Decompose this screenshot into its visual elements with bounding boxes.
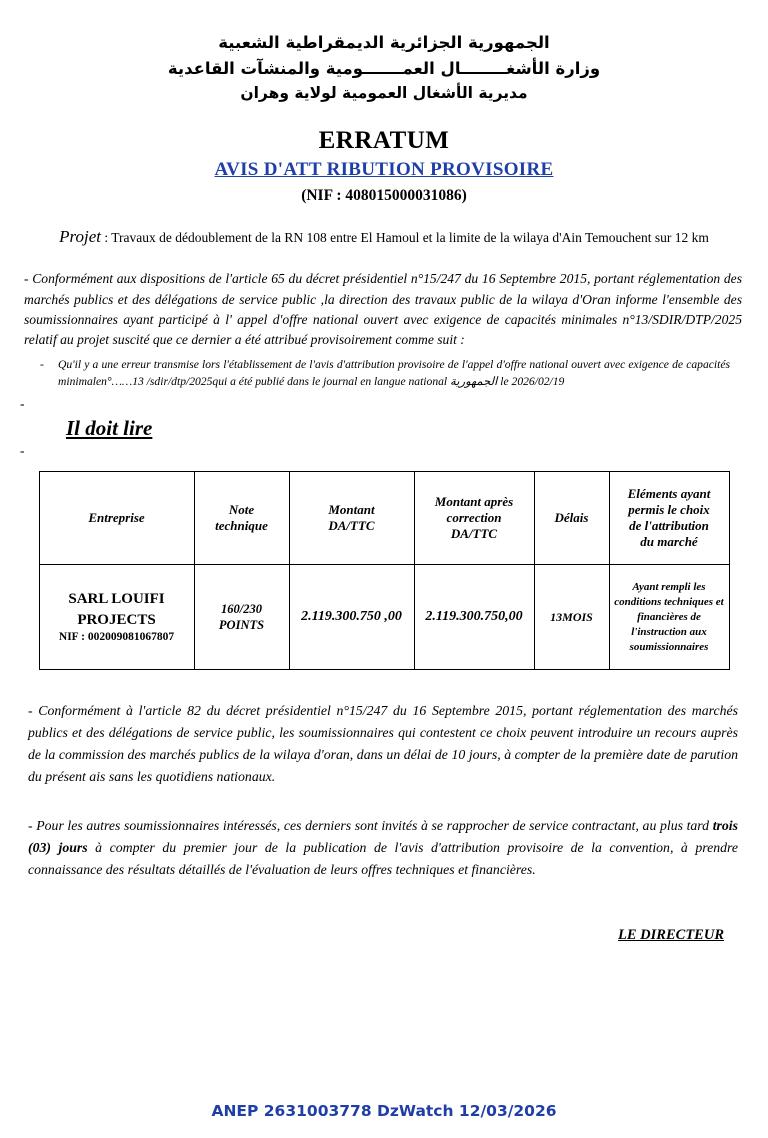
stray-dash-1: - <box>20 396 25 412</box>
cell-company <box>39 565 194 670</box>
header-montant <box>289 472 414 565</box>
paragraph-autres-soumissionnaires <box>20 815 748 881</box>
project-separator: : <box>101 230 112 246</box>
header-entreprise <box>39 472 194 565</box>
header-element-line-2: permis le choix <box>628 502 710 518</box>
table-row <box>39 565 729 670</box>
sub-item-erratum-note <box>40 357 748 391</box>
header-note-technique <box>194 472 289 565</box>
page-title: ERRATUM <box>318 127 450 155</box>
header-element-line-1: Eléments ayant <box>627 486 711 502</box>
paragraph-article-65: - Conformément aux dispositions de l'article 65 du décret présidentiel n°15/247 du 16 Septembre 2015, portant réglementation des marchés publics et des délégations de service public ,la direction des travaux public de la wilaya d'Oran informe l'ensemble des soumissionnaires ayant participé à l' appel d'offre national ouvert avec exigence de capacités minimales n°13/SDIR/DTP/2025 relatif au projet suscité que ce dernier a été attribué provisoirement comme suit : <box>24 271 742 348</box>
arabic-header <box>20 30 748 105</box>
company-name-line-1: SARL LOUIFI <box>68 591 165 608</box>
signature-director: LE DIRECTEUR <box>618 926 724 943</box>
project-description: Travaux de dédoublement de la RN 108 entre El Hamoul et la limite de la wilaya d'Ain Temouchent sur 12 km <box>111 230 709 246</box>
project-label: Projet <box>59 227 101 247</box>
header-montant-corrige-line-1: Montant après <box>434 494 514 510</box>
header-montant-corrige-line-2: correction <box>446 510 502 526</box>
sub-item-text: Qu'il y a une erreur transmise lors l'établissement de l'avis d'attribution provisoire de l'appel d'offre national ouvert avec exigence de capacités minimalen°……13 /sdir/dtp/2025qui a été publié dans le journal en langue national الجمهورية le 2026/02/19 <box>58 357 730 388</box>
note-value: 160/230 <box>221 602 262 617</box>
sub-item-dash: - <box>40 357 44 371</box>
paragraph-3-part-2: à compter du premier jour de la publication de l'avis d'attribution provisoire de la convention, à prendre connaissance des résultats détaillés de l'évaluation de leurs offres techniques et financières. <box>28 839 738 877</box>
cell-element-choix: Ayant rempli les conditions techniques et financières de l'instruction aux soumissionnaires <box>609 565 729 670</box>
anep-footer: ANEP 2631003778 DzWatch 12/03/2026 <box>211 1102 557 1120</box>
project-line <box>20 227 748 247</box>
header-delais-line-1: Délais <box>554 510 589 526</box>
award-table <box>39 471 730 670</box>
paragraph-3-part-1: - Pour les autres soumissionnaires intéressés, ces derniers sont invités à se rapprocher de service contractant, au plus tard <box>28 817 713 833</box>
cell-delais: 13MOIS <box>534 565 609 670</box>
heading-il-doit-lire: Il doit lire <box>66 416 153 441</box>
arabic-header-line-1: الجمهورية الجزائرية الديمقراطية الشعبية <box>218 33 550 52</box>
subtitle-avis-attribution: AVIS D'ATT RIBUTION PROVISOIRE <box>214 159 554 181</box>
header-entreprise-line-1: Entreprise <box>88 510 145 526</box>
header-note-technique-line-2: technique <box>215 518 268 534</box>
header-montant-line-2: DA/TTC <box>328 518 375 534</box>
header-note-technique-line-1: Note <box>228 502 255 518</box>
company-name-line-2: PROJECTS <box>77 611 156 628</box>
arabic-header-line-3: مديرية الأشغال العمومية لولاية وهران <box>240 84 528 103</box>
paragraph-article-82: - Conformément à l'article 82 du décret présidentiel n°15/247 du 16 Septembre 2015, portant réglementation des marchés publics et des délégations de service public, les soumissionnaires qui contestent ce choix peuvent introduire un recours auprès de la commission des marchés publics de la wilaya d'oran, dans un délai de 10 jours, à compter de la première date de parution du présent ais sans les quotidiens nationaux. <box>28 703 738 785</box>
company-nif: NIF : 002009081067807 <box>58 630 175 643</box>
header-element-line-4: du marché <box>640 534 698 550</box>
header-element-line-3: de l'attribution <box>629 518 709 534</box>
header-element-choix <box>609 472 729 565</box>
header-delais <box>534 472 609 565</box>
stray-dash-2: - <box>20 443 25 459</box>
header-montant-corrige-line-3: DA/TTC <box>450 526 498 542</box>
arabic-header-line-2: وزارة الأشغــــــــال العمـــــــومية والمنشآت القاعدية <box>167 58 601 78</box>
cell-montant-corrige: 2.119.300.750,00 <box>414 565 534 670</box>
header-montant-line-1: Montant <box>328 502 375 518</box>
table-header-row <box>39 472 729 565</box>
cell-montant: 2.119.300.750 ,00 <box>289 565 414 670</box>
note-unit: POINTS <box>218 618 265 633</box>
cell-note-technique <box>194 565 289 670</box>
paragraph-3-deadline: trois (03) jours <box>28 817 738 855</box>
issuer-nif: (NIF : 408015000031086) <box>301 187 467 205</box>
header-montant-corrige <box>414 472 534 565</box>
